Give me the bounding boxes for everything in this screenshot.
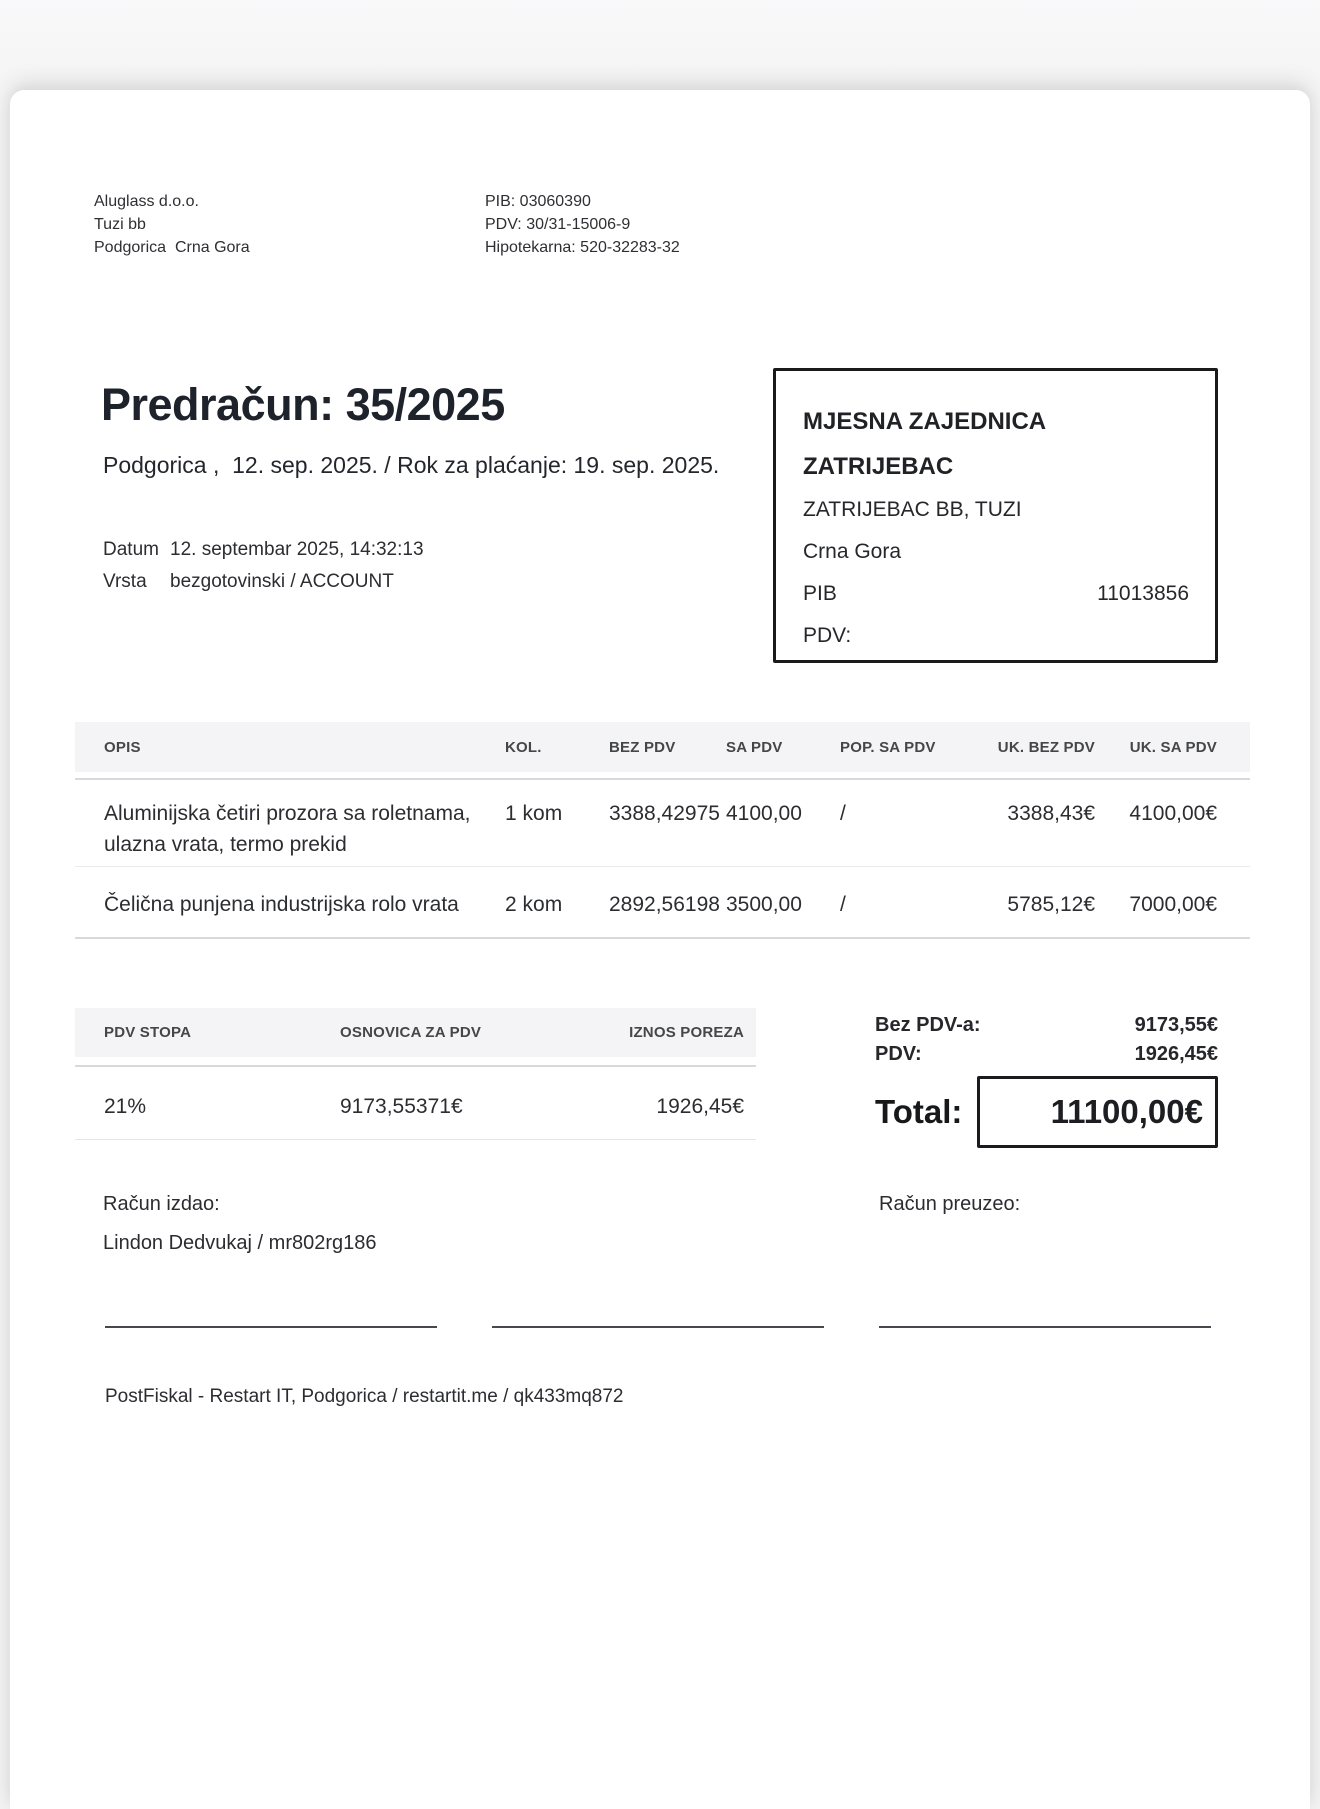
issued-by-name: Lindon Dedvukaj / mr802rg186 xyxy=(103,1232,377,1254)
footer-note: PostFiskal - Restart IT, Podgorica / restartit.me / qk433mq872 xyxy=(105,1386,624,1407)
document-meta xyxy=(103,534,424,598)
received-by-label: Račun preuzeo: xyxy=(879,1193,1021,1215)
grand-total-label: Total: xyxy=(875,1093,963,1130)
header-kol: KOL. xyxy=(505,738,542,756)
customer-pib-row xyxy=(803,573,1189,615)
header-osnovica: OSNOVICA ZA PDV xyxy=(340,1024,482,1041)
header-iznos-poreza: IZNOS POREZA xyxy=(629,1024,744,1041)
item-quantity: 1 kom xyxy=(505,802,563,825)
seller-city: Podgorica Crna Gora xyxy=(94,239,250,256)
document-subtitle: Podgorica , 12. sep. 2025. / Rok za plaćanje: 19. sep. 2025. xyxy=(103,452,720,478)
item-discount: / xyxy=(840,802,846,825)
item-net-price: 3388,42975 xyxy=(609,802,720,825)
customer-pib-label: PIB xyxy=(803,582,837,605)
signature-line xyxy=(492,1326,824,1328)
document-title: Predračun: 35/2025 xyxy=(101,379,505,430)
date-label: Datum xyxy=(103,539,159,560)
item-discount: / xyxy=(840,893,846,916)
item-gross-price: 3500,00 xyxy=(726,893,802,916)
net-total-value: 9173,55€ xyxy=(1134,1014,1218,1036)
tax-total-row xyxy=(875,1040,1218,1069)
signature-line xyxy=(879,1326,1211,1328)
seller-pdv: PDV: 30/31-15006-9 xyxy=(485,216,631,233)
header-uk-sa-pdv: UK. SA PDV xyxy=(1129,738,1217,756)
items-table xyxy=(75,722,1250,939)
grand-total-box: 11100,00€ xyxy=(977,1076,1218,1148)
header-sa-pdv: SA PDV xyxy=(726,738,783,756)
tax-total-label: PDV: xyxy=(875,1043,922,1065)
item-total-gross: 7000,00€ xyxy=(1129,893,1217,916)
seller-bank-account: Hipotekarna: 520-32283-32 xyxy=(485,239,680,256)
item-row xyxy=(75,780,1250,866)
signature-line xyxy=(105,1326,437,1328)
seller-pib: PIB: 03060390 xyxy=(485,193,591,210)
type-value: bezgotovinski / ACCOUNT xyxy=(170,571,394,592)
customer-box xyxy=(773,368,1218,663)
item-total-net: 5785,12€ xyxy=(1007,893,1095,916)
items-table-header xyxy=(75,722,1250,772)
tax-row xyxy=(75,1067,756,1139)
table-bottom-divider xyxy=(75,937,1250,939)
grand-total-row xyxy=(875,1076,1218,1148)
header-pop-sa-pdv: POP. SA PDV xyxy=(840,738,936,756)
header-pdv-stopa: PDV STOPA xyxy=(104,1024,192,1041)
issued-by-block xyxy=(103,1190,377,1257)
item-description: Aluminijska četiri prozora sa roletnama, ulazna vrata, termo prekid xyxy=(104,802,471,856)
received-by-block xyxy=(879,1190,1020,1218)
tax-total-value: 1926,45€ xyxy=(1134,1043,1218,1065)
seller-street: Tuzi bb xyxy=(94,216,146,233)
item-total-gross: 4100,00€ xyxy=(1129,802,1217,825)
customer-name-line2: ZATRIJEBAC xyxy=(803,453,954,480)
tax-base: 9173,55371€ xyxy=(340,1095,463,1118)
tax-table-header xyxy=(75,1008,756,1057)
item-row xyxy=(75,867,1250,937)
header-uk-bez-pdv: UK. BEZ PDV xyxy=(997,738,1095,756)
invoice-document xyxy=(10,90,1310,1809)
issued-by-label: Račun izdao: xyxy=(103,1193,220,1215)
item-gross-price: 4100,00 xyxy=(726,802,802,825)
customer-country: Crna Gora xyxy=(803,540,902,563)
seller-fiscal-info xyxy=(485,190,680,259)
table-bottom-divider xyxy=(75,1139,756,1140)
tax-rate: 21% xyxy=(104,1095,147,1118)
item-quantity: 2 kom xyxy=(505,893,563,916)
meta-date-row xyxy=(103,534,424,566)
tax-summary-table xyxy=(75,1008,756,1140)
header-opis: OPIS xyxy=(104,738,141,756)
seller-info xyxy=(94,190,250,259)
totals-block xyxy=(875,1011,1218,1148)
item-net-price: 2892,56198 xyxy=(609,893,720,916)
customer-name-line1: MJESNA ZAJEDNICA xyxy=(803,408,1047,435)
meta-type-row xyxy=(103,566,424,598)
customer-address: ZATRIJEBAC BB, TUZI xyxy=(803,498,1022,521)
customer-pdv-label: PDV: xyxy=(803,624,852,647)
date-value: 12. septembar 2025, 14:32:13 xyxy=(170,539,424,560)
net-total-label: Bez PDV-a: xyxy=(875,1014,981,1036)
seller-name: Aluglass d.o.o. xyxy=(94,193,199,210)
table-spacer xyxy=(75,1057,756,1065)
header-bez-pdv: BEZ PDV xyxy=(609,738,676,756)
tax-amount: 1926,45€ xyxy=(656,1095,744,1118)
item-description: Čelična punjena industrijska rolo vrata xyxy=(104,893,459,916)
item-total-net: 3388,43€ xyxy=(1007,802,1095,825)
type-label: Vrsta xyxy=(103,571,147,592)
net-total-row xyxy=(875,1011,1218,1040)
customer-pib-value: 11013856 xyxy=(1097,582,1189,605)
